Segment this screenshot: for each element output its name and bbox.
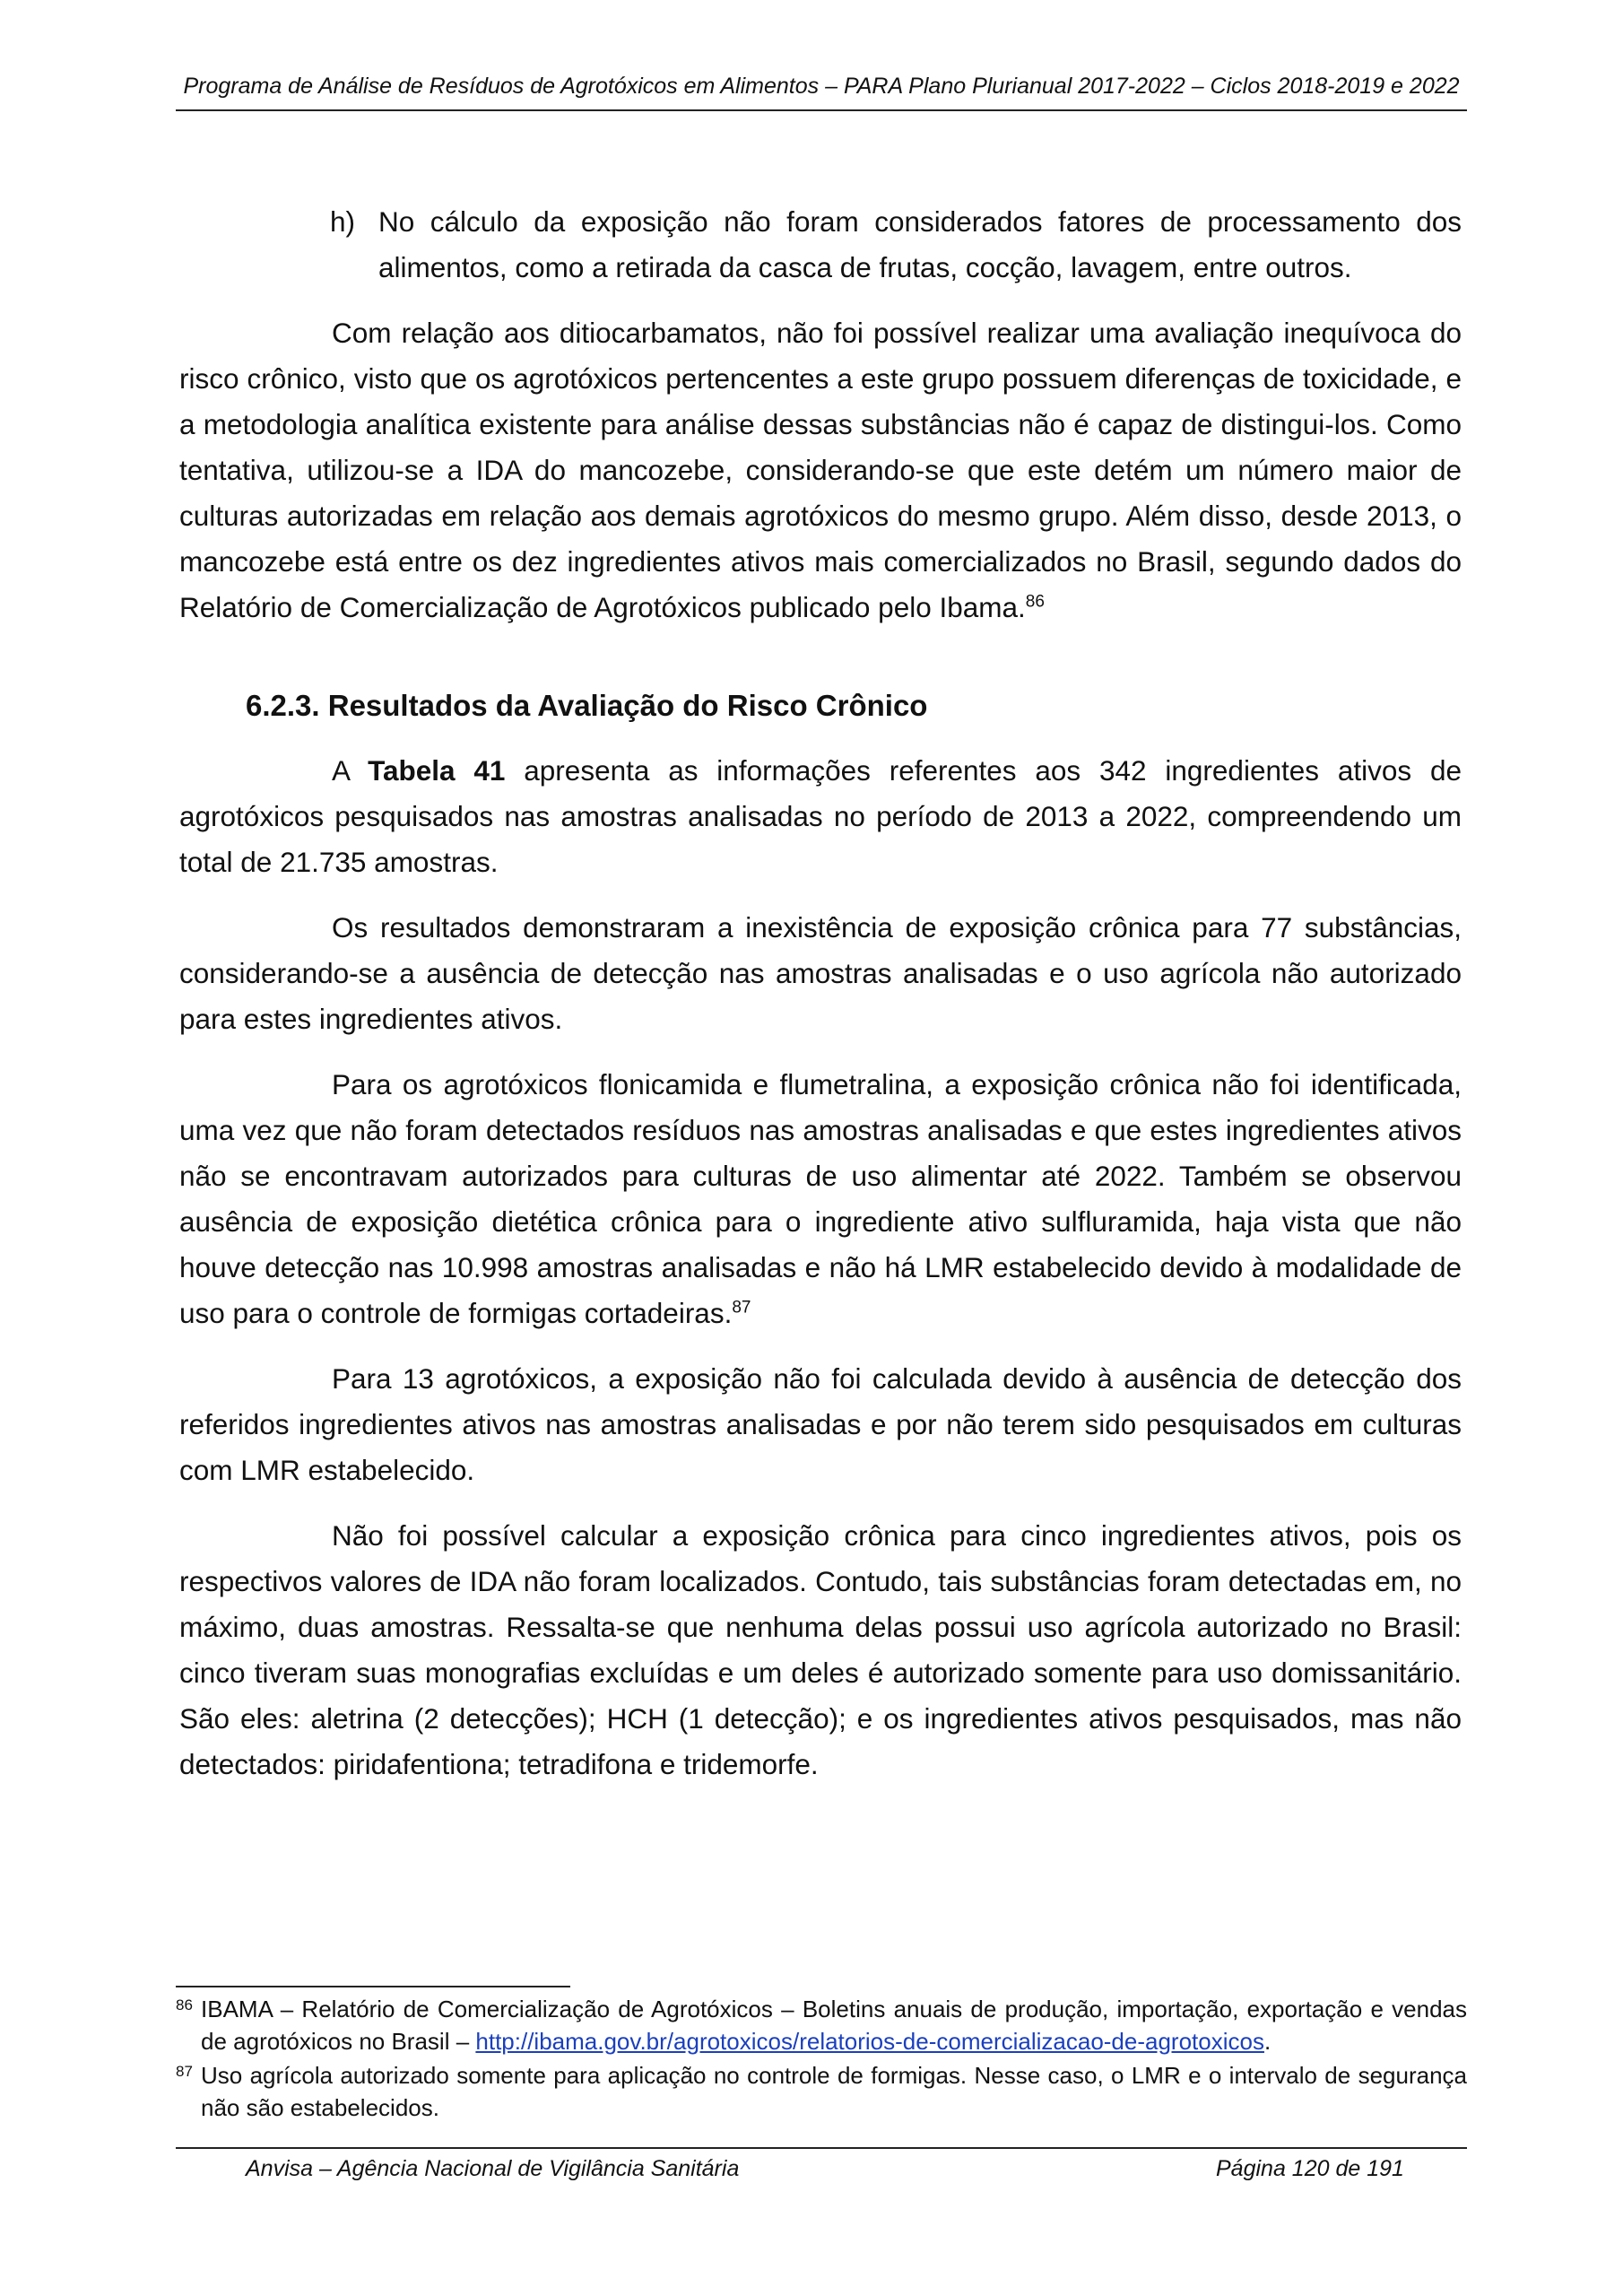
footnote-trailing: . [1263,2028,1271,2055]
footnote-ref-87[interactable]: 87 [732,1298,751,1318]
footnote-link[interactable]: http://ibama.gov.br/agrotoxicos/relatorios-de-comercializacao-de-agrotoxicos [475,2028,1264,2055]
paragraph-text: Para os agrotóxicos flonicamida e flumetralina, a exposição crônica não foi identificada, uma vez que não foram detectados resíduos nas amostras analisadas e que estes ingredientes ativos não se encontravam autorizados para culturas de uso alimentar até 2022. Também se observou ausência de exposição dietética crônica para o ingrediente ativo sulfluramida, haja vista que não houve detecção nas 10.998 amostras analisadas e não há LMR estabelecido devido à modalidade de uso para o controle de formigas cortadeiras. [179,1068,1462,1329]
paragraph-suffix: apresenta as informações referentes aos 342 ingredientes ativos de agrotóxicos pesquisados nas amostras analisadas no período de 2013 a 2022, compreendendo um total de 21.735 amostras. [179,754,1462,878]
list-item-text: No cálculo da exposição não foram considerados fatores de processamento dos alimentos, como a retirada da casca de frutas, cocção, lavagem, entre outros. [378,205,1462,283]
page-number: Página 120 de 191 [1216,2156,1404,2181]
running-header: Programa de Análise de Resíduos de Agrotóxicos em Alimentos – PARA Plano Plurianual 2017-2022 – Ciclos 2018-2019 e 2022 [183,74,1460,99]
paragraph-13-agrotoxicos: Para 13 agrotóxicos, a exposição não foi calculada devido à ausência de detecção dos referidos ingredientes ativos nas amostras analisadas e por não terem sido pesquisados em culturas com LMR estabelecido. [179,1362,1462,1486]
list-item-h [330,199,1462,291]
paragraph-tabela [179,748,1462,885]
footnote-text: IBAMA – Relatório de Comercialização de Agrotóxicos – Boletins anuais de produção, importação, exportação e vendas de agrotóxicos no Brasil – [201,1996,1467,2055]
main-content [179,199,1462,1807]
footnote-87 [176,2059,1467,2124]
paragraph-cinco-ingredientes: Não foi possível calcular a exposição crônica para cinco ingredientes ativos, pois os respectivos valores de IDA não foram localizados. Contudo, tais substâncias foram detectadas em, no máximo, duas amostras. Ressalta-se que nenhuma delas possui uso agrícola autorizado no Brasil: cinco tiveram suas monografias excluídas e um deles é autorizado somente para uso domissanitário. São eles: aletrina (2 detecções); HCH (1 detecção); e os ingredientes ativos pesquisados, mas não detectados: piridafentiona; tetradifona e tridemorfe. [179,1519,1462,1780]
footer-divider [176,2147,1467,2149]
footnote-86 [176,1993,1467,2057]
section-heading: 6.2.3. Resultados da Avaliação do Risco Crônico [246,689,928,722]
header-divider [176,109,1467,111]
paragraph-ditiocarbamatos [179,310,1462,631]
footnote-text: Uso agrícola autorizado somente para aplicação no controle de formigas. Nesse caso, o LMR e o intervalo de segurança não são estabelecidos. [201,2062,1467,2121]
footnotes [176,1993,1467,2126]
footnote-number: 86 [176,1996,193,2013]
footer-agency: Anvisa – Agência Nacional de Vigilância Sanitária [246,2156,740,2181]
table-reference: Tabela 41 [368,754,506,787]
footnote-ref-86[interactable]: 86 [1025,592,1045,612]
footnote-number: 87 [176,2063,193,2080]
paragraph-text: Com relação aos ditiocarbamatos, não foi possível realizar uma avaliação inequívoca do risco crônico, visto que os agrotóxicos pertencentes a este grupo possuem diferenças de toxicidade, e a metodologia analítica existente para análise dessas substâncias não é capaz de distingui-los. Como tentativa, utilizou-se a IDA do mancozebe, considerando-se que este detém um número maior de culturas autorizadas em relação aos demais agrotóxicos do mesmo grupo. Além disso, desde 2013, o mancozebe está entre os dez ingredientes ativos mais comercializados no Brasil, segundo dados do Relatório de Comercialização de Agrotóxicos publicado pelo Ibama. [179,317,1462,623]
footnote-divider [176,1986,570,1987]
list-marker: h) [330,205,356,238]
paragraph-prefix: A [332,754,369,787]
paragraph-resultados: Os resultados demonstraram a inexistência de exposição crônica para 77 substâncias, considerando-se a ausência de detecção nas amostras analisadas e o uso agrícola não autorizado para estes ingredientes ativos. [179,911,1462,1035]
paragraph-flonicamida [179,1062,1462,1336]
